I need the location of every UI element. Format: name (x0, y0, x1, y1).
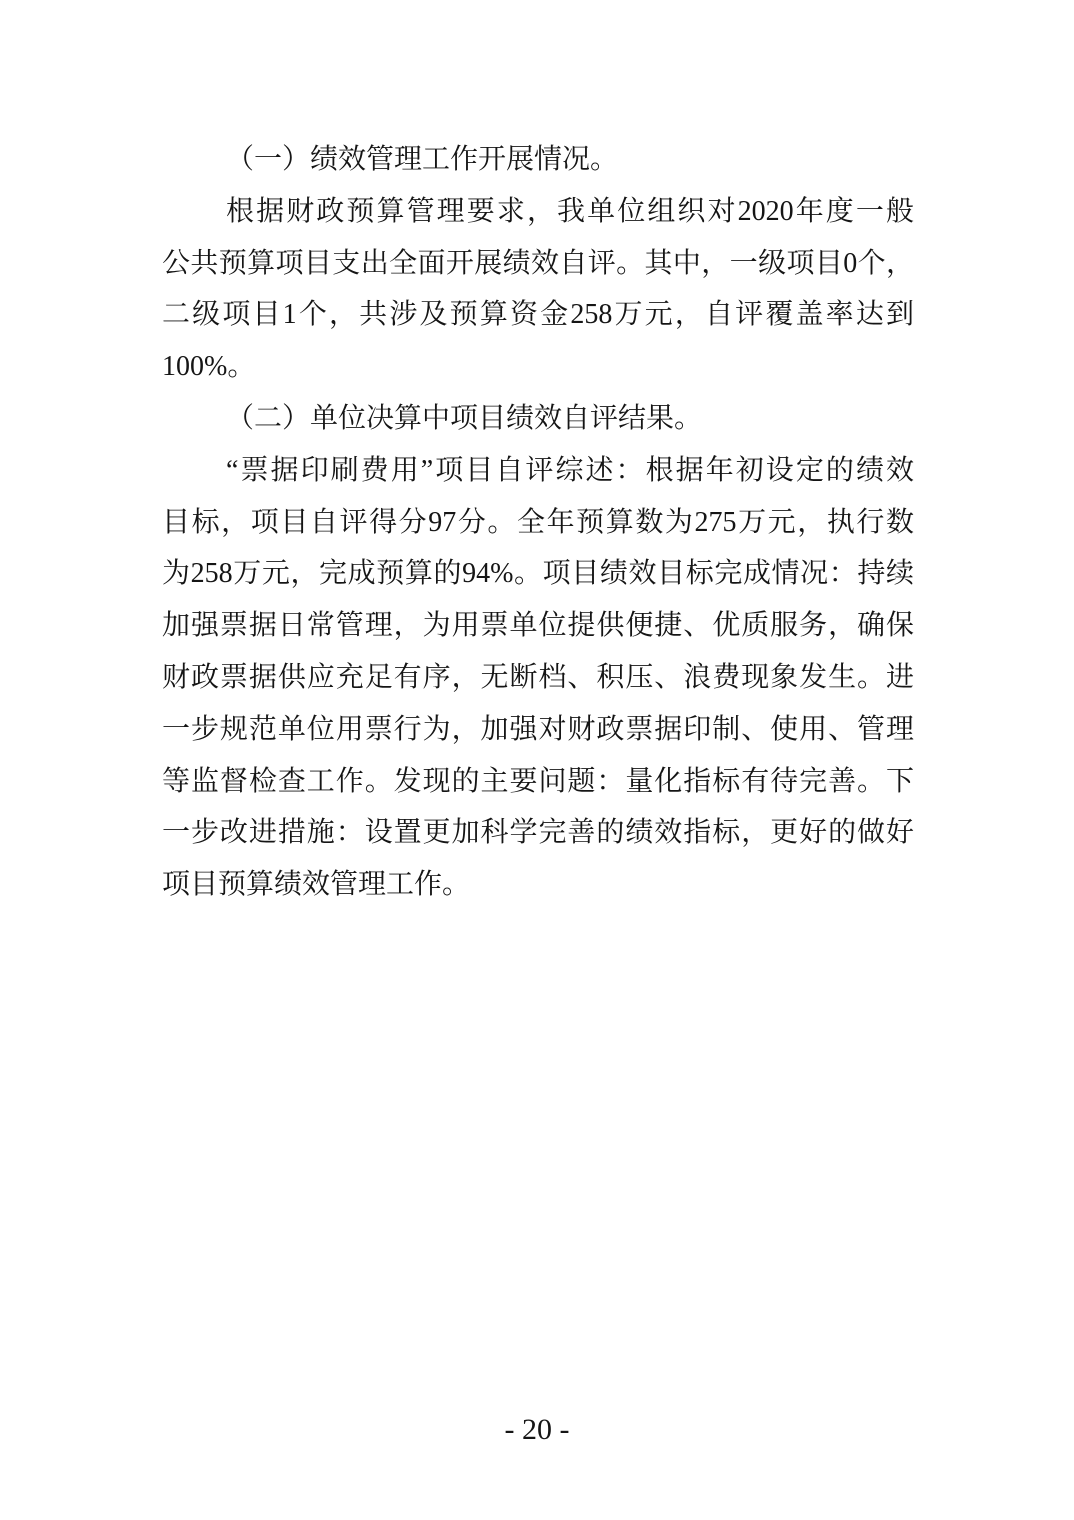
text-line: 财政票据供应充足有序，无断档、积压、浪费现象发生。进 (162, 661, 914, 693)
text-line: 二级项目1个，共涉及预算资金258万元，自评覆盖率达到 (162, 299, 914, 331)
text-line: 为258万元，完成预算的94%。项目绩效目标完成情况：持续 (162, 558, 914, 590)
text-line: 加强票据日常管理，为用票单位提供便捷、优质服务，确保 (162, 610, 914, 642)
section-2-heading: （二）单位决算中项目绩效自评结果。 (226, 402, 703, 434)
text-line: 一步规范单位用票行为，加强对财政票据印制、使用、管理 (162, 713, 914, 745)
text-line: 根据财政预算管理要求，我单位组织对2020年度一般 (226, 195, 914, 227)
text-line: 一步改进措施：设置更加科学完善的绩效指标，更好的做好 (162, 817, 914, 849)
text-line: 项目预算绩效管理工作。 (162, 869, 471, 901)
page-number: - 20 - (504, 1413, 570, 1446)
text-line: 等监督检查工作。发现的主要问题：量化指标有待完善。下 (162, 765, 914, 797)
section-1-heading: （一）绩效管理工作开展情况。 (226, 144, 619, 175)
text-line: 公共预算项目支出全面开展绩效自评。其中，一级项目0个， (162, 247, 914, 279)
document-body (162, 134, 914, 911)
text-line: “票据印刷费用”项目自评综述：根据年初设定的绩效 (226, 454, 914, 486)
text-line: 100%。 (162, 351, 256, 383)
text-line: 目标，项目自评得分97分。全年预算数为275万元，执行数 (162, 506, 914, 538)
